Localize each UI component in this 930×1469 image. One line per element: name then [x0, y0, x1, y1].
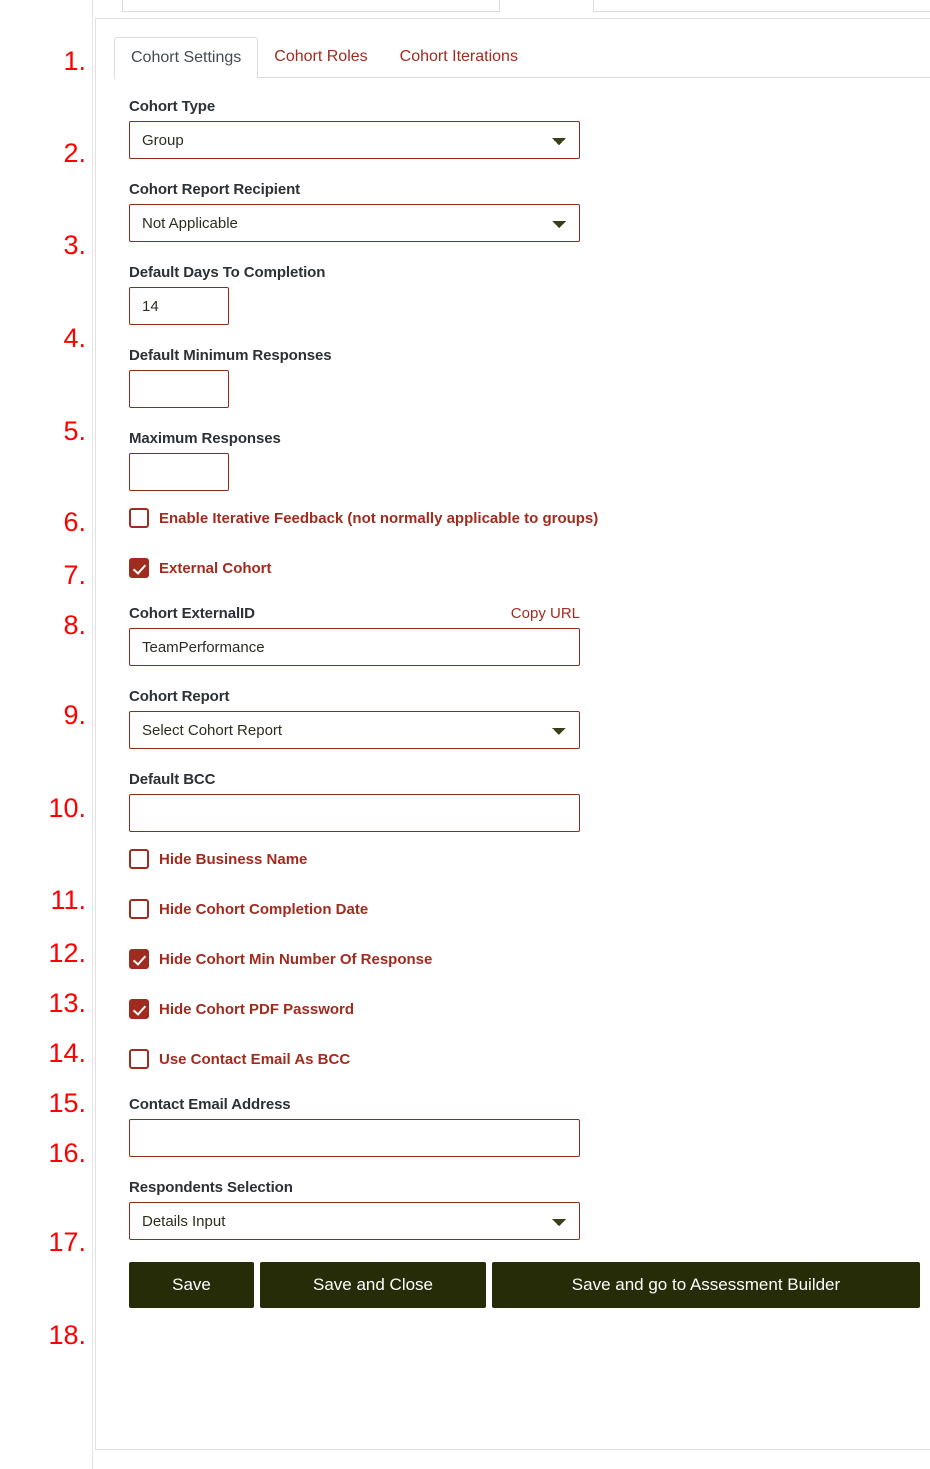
cohort-settings-form: [96, 78, 930, 1308]
tab-cohort-settings[interactable]: [114, 37, 258, 79]
tab-label: Cohort Settings: [131, 49, 242, 66]
annotation-number-2: 2.: [63, 138, 86, 168]
input-maximum-responses[interactable]: [129, 453, 229, 491]
select-cohort-report[interactable]: [129, 711, 580, 749]
checkbox-row-hide-cohort-pdf-password[interactable]: [129, 998, 930, 1020]
label-contact-email-address: Contact Email Address: [129, 1096, 291, 1113]
label-default-bcc: Default BCC: [129, 771, 216, 788]
tab-cohort-roles[interactable]: [258, 37, 383, 77]
checkbox-hide-business-name[interactable]: [129, 849, 149, 869]
top-partial-box-right: [593, 0, 930, 12]
annotation-number-17: 17.: [48, 1227, 86, 1257]
tab-cohort-iterations[interactable]: [384, 37, 534, 77]
input-contact-email-address[interactable]: [129, 1119, 580, 1157]
annotation-number-4: 4.: [63, 323, 86, 353]
save-and-go-to-assessment-builder-button[interactable]: Save and go to Assessment Builder: [492, 1262, 920, 1308]
label-enable-iterative-feedback: Enable Iterative Feedback (not normally applicable to groups): [159, 509, 599, 527]
annotation-number-16: 16.: [48, 1138, 86, 1168]
checkbox-hide-cohort-completion-date[interactable]: [129, 899, 149, 919]
tab-bar: [114, 37, 930, 78]
form-action-bar: [129, 1262, 930, 1308]
field-contact-email-address: [129, 1096, 930, 1157]
field-cohort-report: [129, 688, 930, 749]
annotation-number-14: 14.: [48, 1038, 86, 1068]
annotation-number-6: 6.: [63, 507, 86, 537]
input-default-bcc[interactable]: [129, 794, 580, 832]
field-respondents-selection: [129, 1179, 930, 1240]
annotation-number-11: 11.: [50, 885, 86, 915]
label-respondents-selection: Respondents Selection: [129, 1179, 293, 1196]
checkbox-use-contact-email-as-bcc[interactable]: [129, 1049, 149, 1069]
checkbox-hide-cohort-min-number-of-response[interactable]: [129, 949, 149, 969]
annotation-number-10: 10.: [48, 793, 86, 823]
field-cohort-type: [129, 98, 930, 159]
input-default-days-to-completion[interactable]: [129, 287, 229, 325]
label-default-days-to-completion: Default Days To Completion: [129, 264, 326, 281]
tab-label: Cohort Iterations: [399, 48, 518, 65]
cohort-settings-card: [95, 18, 930, 1450]
checkbox-row-external-cohort[interactable]: [129, 557, 930, 579]
annotation-rail-divider: [92, 0, 93, 1469]
field-default-bcc: [129, 771, 930, 832]
label-default-minimum-responses: Default Minimum Responses: [129, 347, 332, 364]
label-hide-business-name: Hide Business Name: [159, 850, 308, 868]
checkbox-row-hide-business-name[interactable]: [129, 848, 930, 870]
label-hide-cohort-pdf-password: Hide Cohort PDF Password: [159, 1000, 355, 1018]
select-cohort-type[interactable]: [129, 121, 580, 159]
annotation-number-5: 5.: [63, 416, 86, 446]
label-external-cohort: External Cohort: [159, 559, 272, 577]
copy-url-link[interactable]: Copy URL: [510, 605, 580, 622]
save-and-close-button[interactable]: Save and Close: [260, 1262, 486, 1308]
label-cohort-type: Cohort Type: [129, 98, 216, 115]
annotation-number-15: 15.: [48, 1088, 86, 1118]
input-default-minimum-responses[interactable]: [129, 370, 229, 408]
field-cohort-external-id: [129, 605, 930, 666]
checkbox-row-enable-iterative-feedback[interactable]: [129, 507, 930, 529]
annotation-number-13: 13.: [48, 988, 86, 1018]
checkbox-row-use-contact-email-as-bcc[interactable]: [129, 1048, 930, 1070]
label-maximum-responses: Maximum Responses: [129, 430, 281, 447]
field-default-days-to-completion: [129, 264, 930, 325]
annotation-number-18: 18.: [48, 1320, 86, 1350]
label-cohort-report-recipient: Cohort Report Recipient: [129, 181, 301, 198]
field-default-minimum-responses: [129, 347, 930, 408]
annotation-number-8: 8.: [63, 610, 86, 640]
annotation-number-1: 1.: [63, 46, 86, 76]
checkbox-row-hide-cohort-min-number-of-response[interactable]: [129, 948, 930, 970]
input-cohort-external-id[interactable]: [129, 628, 580, 666]
annotation-number-3: 3.: [63, 230, 86, 260]
annotation-number-7: 7.: [63, 560, 86, 590]
annotation-number-12: 12.: [48, 938, 86, 968]
field-maximum-responses: [129, 430, 930, 491]
checkbox-external-cohort[interactable]: [129, 558, 149, 578]
checkbox-enable-iterative-feedback[interactable]: [129, 508, 149, 528]
label-cohort-report: Cohort Report: [129, 688, 230, 705]
checkbox-hide-cohort-pdf-password[interactable]: [129, 999, 149, 1019]
select-cohort-report-recipient[interactable]: [129, 204, 580, 242]
label-use-contact-email-as-bcc: Use Contact Email As BCC: [159, 1050, 351, 1068]
select-respondents-selection[interactable]: [129, 1202, 580, 1240]
label-hide-cohort-min-number-of-response: Hide Cohort Min Number Of Response: [159, 950, 433, 968]
tab-label: Cohort Roles: [274, 48, 368, 65]
label-cohort-external-id: Cohort ExternalID: [129, 605, 255, 622]
field-cohort-report-recipient: [129, 181, 930, 242]
label-hide-cohort-completion-date: Hide Cohort Completion Date: [159, 900, 369, 918]
checkbox-row-hide-cohort-completion-date[interactable]: [129, 898, 930, 920]
save-button[interactable]: Save: [129, 1262, 254, 1308]
annotation-number-9: 9.: [63, 700, 86, 730]
top-partial-box-left: [122, 0, 500, 12]
